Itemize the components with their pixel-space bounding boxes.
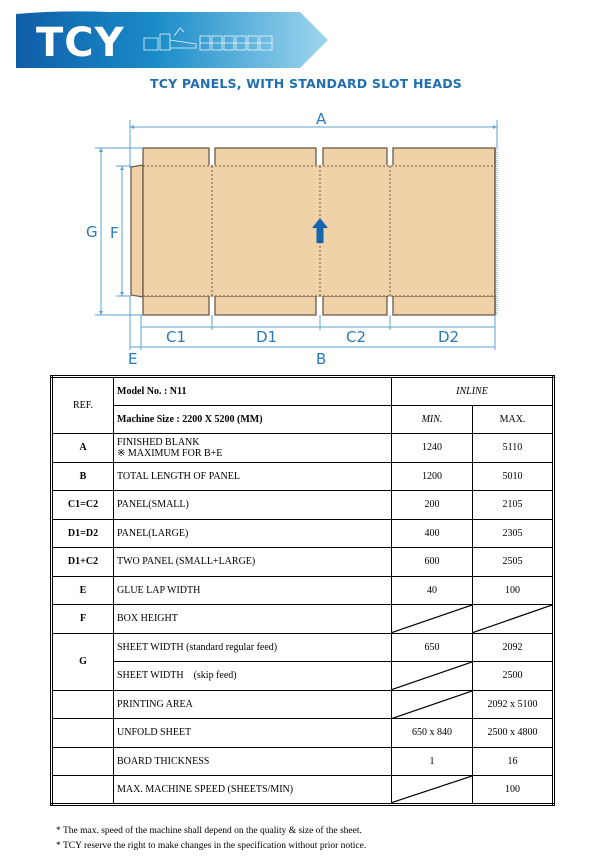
table-row bbox=[52, 434, 554, 463]
diagonal-slash-icon bbox=[392, 776, 472, 803]
desc-cell: TWO PANEL (SMALL+LARGE) bbox=[114, 548, 392, 577]
min-cell-na bbox=[392, 690, 473, 719]
min-cell: 1200 bbox=[392, 462, 473, 491]
min-cell: 650 x 840 bbox=[392, 719, 473, 748]
diagonal-slash-icon bbox=[392, 691, 472, 719]
desc-cell bbox=[114, 434, 392, 463]
ref-cell: B bbox=[52, 462, 114, 491]
desc-cell: BOX HEIGHT bbox=[114, 605, 392, 634]
inline-header: INLINE bbox=[392, 377, 554, 406]
model-label: Model No. : N11 bbox=[114, 377, 392, 406]
max-cell: 5110 bbox=[473, 434, 554, 463]
desc-cell: PRINTING AREA bbox=[114, 690, 392, 719]
max-header: MAX. bbox=[473, 405, 554, 434]
carton-diagram bbox=[0, 100, 612, 372]
desc-line: ※ MAXIMUM FOR B+E bbox=[117, 447, 223, 459]
table-row bbox=[52, 548, 554, 577]
desc-cell: SHEET WIDTH (skip feed) bbox=[114, 662, 392, 691]
desc-cell: TOTAL LENGTH OF PANEL bbox=[114, 462, 392, 491]
dim-label-e: E bbox=[128, 350, 138, 368]
ref-cell: G bbox=[52, 633, 114, 690]
max-cell: 5010 bbox=[473, 462, 554, 491]
ref-cell: D1=D2 bbox=[52, 519, 114, 548]
dim-label-d2: D2 bbox=[438, 328, 460, 346]
ref-header: REF. bbox=[52, 377, 114, 434]
table-header-row bbox=[52, 377, 554, 406]
ref-cell bbox=[52, 719, 114, 748]
ref-cell bbox=[52, 776, 114, 805]
diagonal-slash-icon bbox=[473, 605, 552, 633]
tcy-logo-banner bbox=[0, 0, 340, 72]
table-row bbox=[52, 605, 554, 634]
max-cell: 2500 x 4800 bbox=[473, 719, 554, 748]
max-cell: 2500 bbox=[473, 662, 554, 691]
desc-cell: SHEET WIDTH (standard regular feed) bbox=[114, 633, 392, 662]
min-cell: 600 bbox=[392, 548, 473, 577]
max-cell: 100 bbox=[473, 576, 554, 605]
table-row bbox=[52, 719, 554, 748]
dim-label-c2: C2 bbox=[346, 328, 367, 346]
footnote: * The max. speed of the machine shall depend on the quality & size of the sheet. bbox=[56, 826, 362, 836]
table-row bbox=[52, 662, 554, 691]
ref-cell bbox=[52, 690, 114, 719]
max-cell: 100 bbox=[473, 776, 554, 805]
dim-label-b: B bbox=[316, 350, 327, 368]
min-cell: 650 bbox=[392, 633, 473, 662]
desc-cell: BOARD THICKNESS bbox=[114, 747, 392, 776]
dim-label-d1: D1 bbox=[256, 328, 278, 346]
table-row bbox=[52, 491, 554, 520]
diagonal-slash-icon bbox=[392, 662, 472, 690]
table-row bbox=[52, 462, 554, 491]
table-row bbox=[52, 690, 554, 719]
min-cell: 1 bbox=[392, 747, 473, 776]
footnote: * TCY reserve the right to make changes in the specification without prior notice. bbox=[56, 841, 367, 851]
table-row bbox=[52, 519, 554, 548]
table-header-row bbox=[52, 405, 554, 434]
desc-cell: UNFOLD SHEET bbox=[114, 719, 392, 748]
desc-cell: GLUE LAP WIDTH bbox=[114, 576, 392, 605]
dim-label-a: A bbox=[316, 110, 327, 128]
max-cell: 2305 bbox=[473, 519, 554, 548]
ref-cell: C1=C2 bbox=[52, 491, 114, 520]
table-row bbox=[52, 576, 554, 605]
max-cell: 2092 bbox=[473, 633, 554, 662]
dim-label-g: G bbox=[86, 223, 98, 241]
ref-cell: E bbox=[52, 576, 114, 605]
specification-table bbox=[50, 375, 555, 806]
desc-cell: PANEL(LARGE) bbox=[114, 519, 392, 548]
desc-cell: MAX. MACHINE SPEED (SHEETS/MIN) bbox=[114, 776, 392, 805]
max-cell: 16 bbox=[473, 747, 554, 776]
ref-cell: A bbox=[52, 434, 114, 463]
min-cell-na bbox=[392, 605, 473, 634]
max-cell: 2092 x 5100 bbox=[473, 690, 554, 719]
ref-cell: D1+C2 bbox=[52, 548, 114, 577]
table-row bbox=[52, 776, 554, 805]
ref-cell bbox=[52, 747, 114, 776]
min-header: MIN. bbox=[392, 405, 473, 434]
footnotes bbox=[56, 824, 366, 854]
dim-label-f: F bbox=[110, 224, 119, 242]
desc-cell: PANEL(SMALL) bbox=[114, 491, 392, 520]
max-cell: 2505 bbox=[473, 548, 554, 577]
min-cell: 1240 bbox=[392, 434, 473, 463]
table-row bbox=[52, 633, 554, 662]
page-subtitle: TCY PANELS, WITH STANDARD SLOT HEADS bbox=[149, 76, 462, 91]
min-cell-na bbox=[392, 662, 473, 691]
diagonal-slash-icon bbox=[392, 605, 472, 633]
dim-label-c1: C1 bbox=[166, 328, 187, 346]
brand-text: TCY bbox=[36, 20, 125, 66]
min-cell: 400 bbox=[392, 519, 473, 548]
table-row bbox=[52, 747, 554, 776]
min-cell: 40 bbox=[392, 576, 473, 605]
max-cell: 2105 bbox=[473, 491, 554, 520]
desc-line: FINISHED BLANK bbox=[117, 436, 200, 448]
machine-size-label: Machine Size : 2200 X 5200 (MM) bbox=[114, 405, 392, 434]
min-cell: 200 bbox=[392, 491, 473, 520]
min-cell-na bbox=[392, 776, 473, 805]
ref-cell: F bbox=[52, 605, 114, 634]
max-cell-na bbox=[473, 605, 554, 634]
